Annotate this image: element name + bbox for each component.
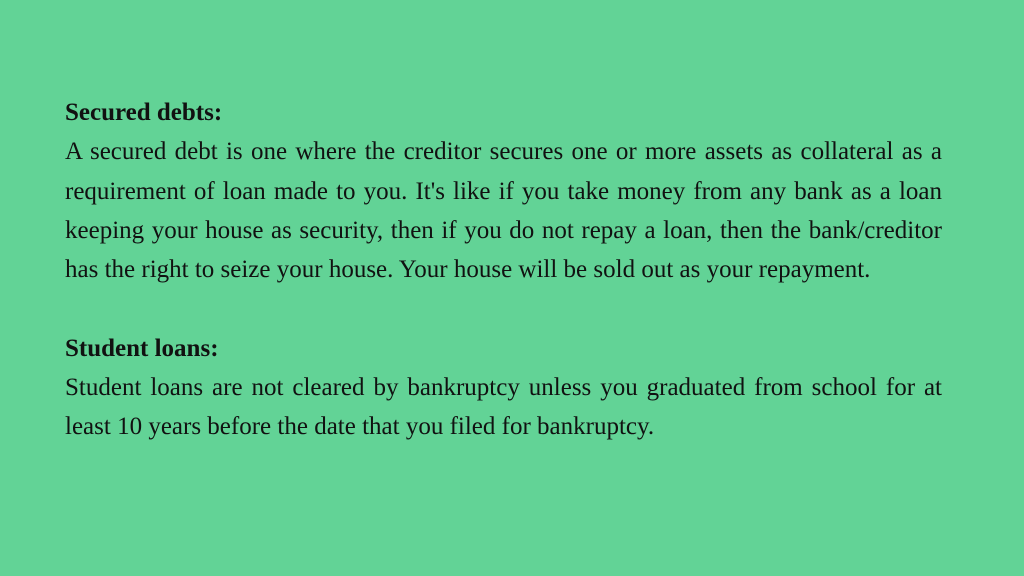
slide-content [65, 93, 942, 447]
section-heading: Student loans: [65, 334, 219, 362]
section-student-loans [65, 329, 942, 447]
section-body: Student loans are not cleared by bankruptcy unless you graduated from school for at least 10 years before the date that you filed for bankruptcy. [65, 374, 942, 441]
section-spacer [65, 289, 942, 328]
section-heading: Secured debts: [65, 99, 223, 126]
section-secured-debts [65, 93, 942, 289]
section-body: A secured debt is one where the creditor secures one or more assets as collateral as a requirement of loan made to you. It's like if you take money from any bank as a loan keeping your house as security, then if you do not repay a loan, then the bank/creditor has the right to seize your house. Your house will be sold out as your repayment. [65, 138, 942, 284]
